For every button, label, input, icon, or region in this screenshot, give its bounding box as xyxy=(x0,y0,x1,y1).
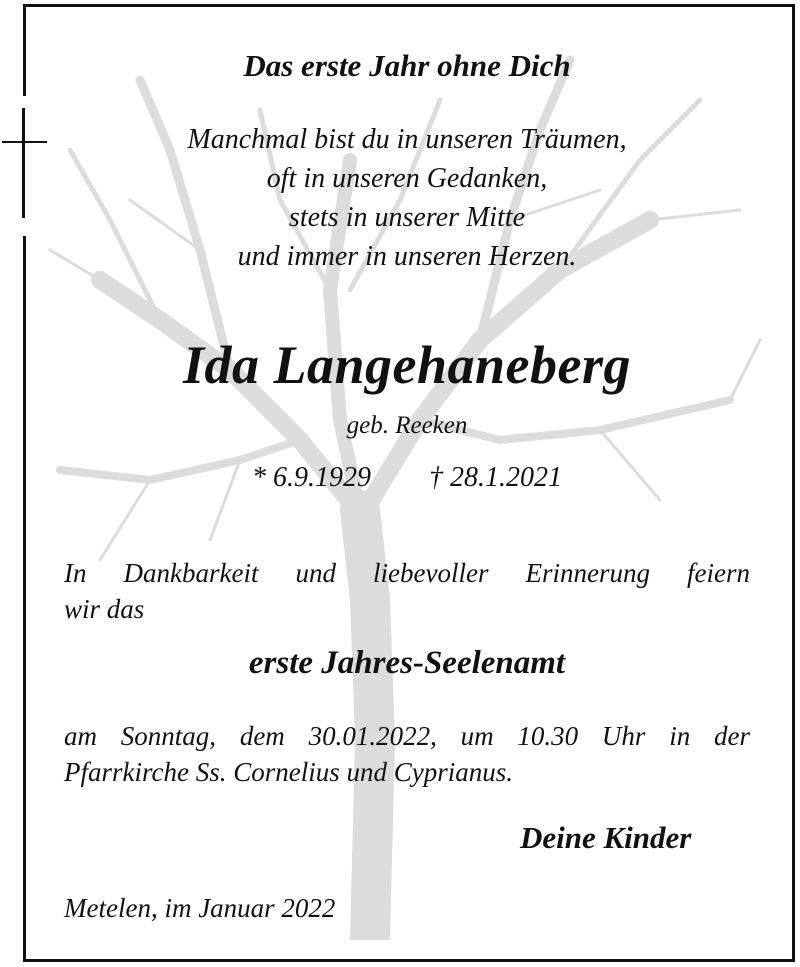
death-date: † 28.1.2021 xyxy=(429,462,562,493)
details-line: Pfarrkirche Ss. Cornelius und Cyprianus. xyxy=(64,757,513,787)
birth-date: * 6.9.1929 xyxy=(252,462,371,493)
poem-line: Manchmal bist du in unseren Träumen, xyxy=(187,124,627,155)
intro-line: wir das xyxy=(64,594,145,624)
intro-line: In Dankbarkeit und liebevoller Erinnerung feiern xyxy=(64,558,750,588)
cross-icon xyxy=(22,108,25,218)
poem xyxy=(27,120,787,276)
signature: Deine Kinder xyxy=(520,820,692,855)
heading: Das erste Jahr ohne Dich xyxy=(243,48,571,83)
poem-line: und immer in unseren Herzen. xyxy=(237,241,577,272)
poem-line: oft in unseren Gedanken, xyxy=(266,163,548,194)
service-details xyxy=(64,718,750,790)
service-title: erste Jahres-Seelenamt xyxy=(248,645,566,681)
life-dates xyxy=(27,462,787,494)
place-date: Metelen, im Januar 2022 xyxy=(64,893,336,923)
maiden-name: geb. Reeken xyxy=(346,412,468,439)
poem-line: stets in unserer Mitte xyxy=(288,202,526,233)
deceased-name: Ida Langehaneberg xyxy=(182,335,631,395)
details-line: am Sonntag, dem 30.01.2022, um 10.30 Uhr in der xyxy=(64,721,750,751)
intro-text xyxy=(64,555,750,627)
